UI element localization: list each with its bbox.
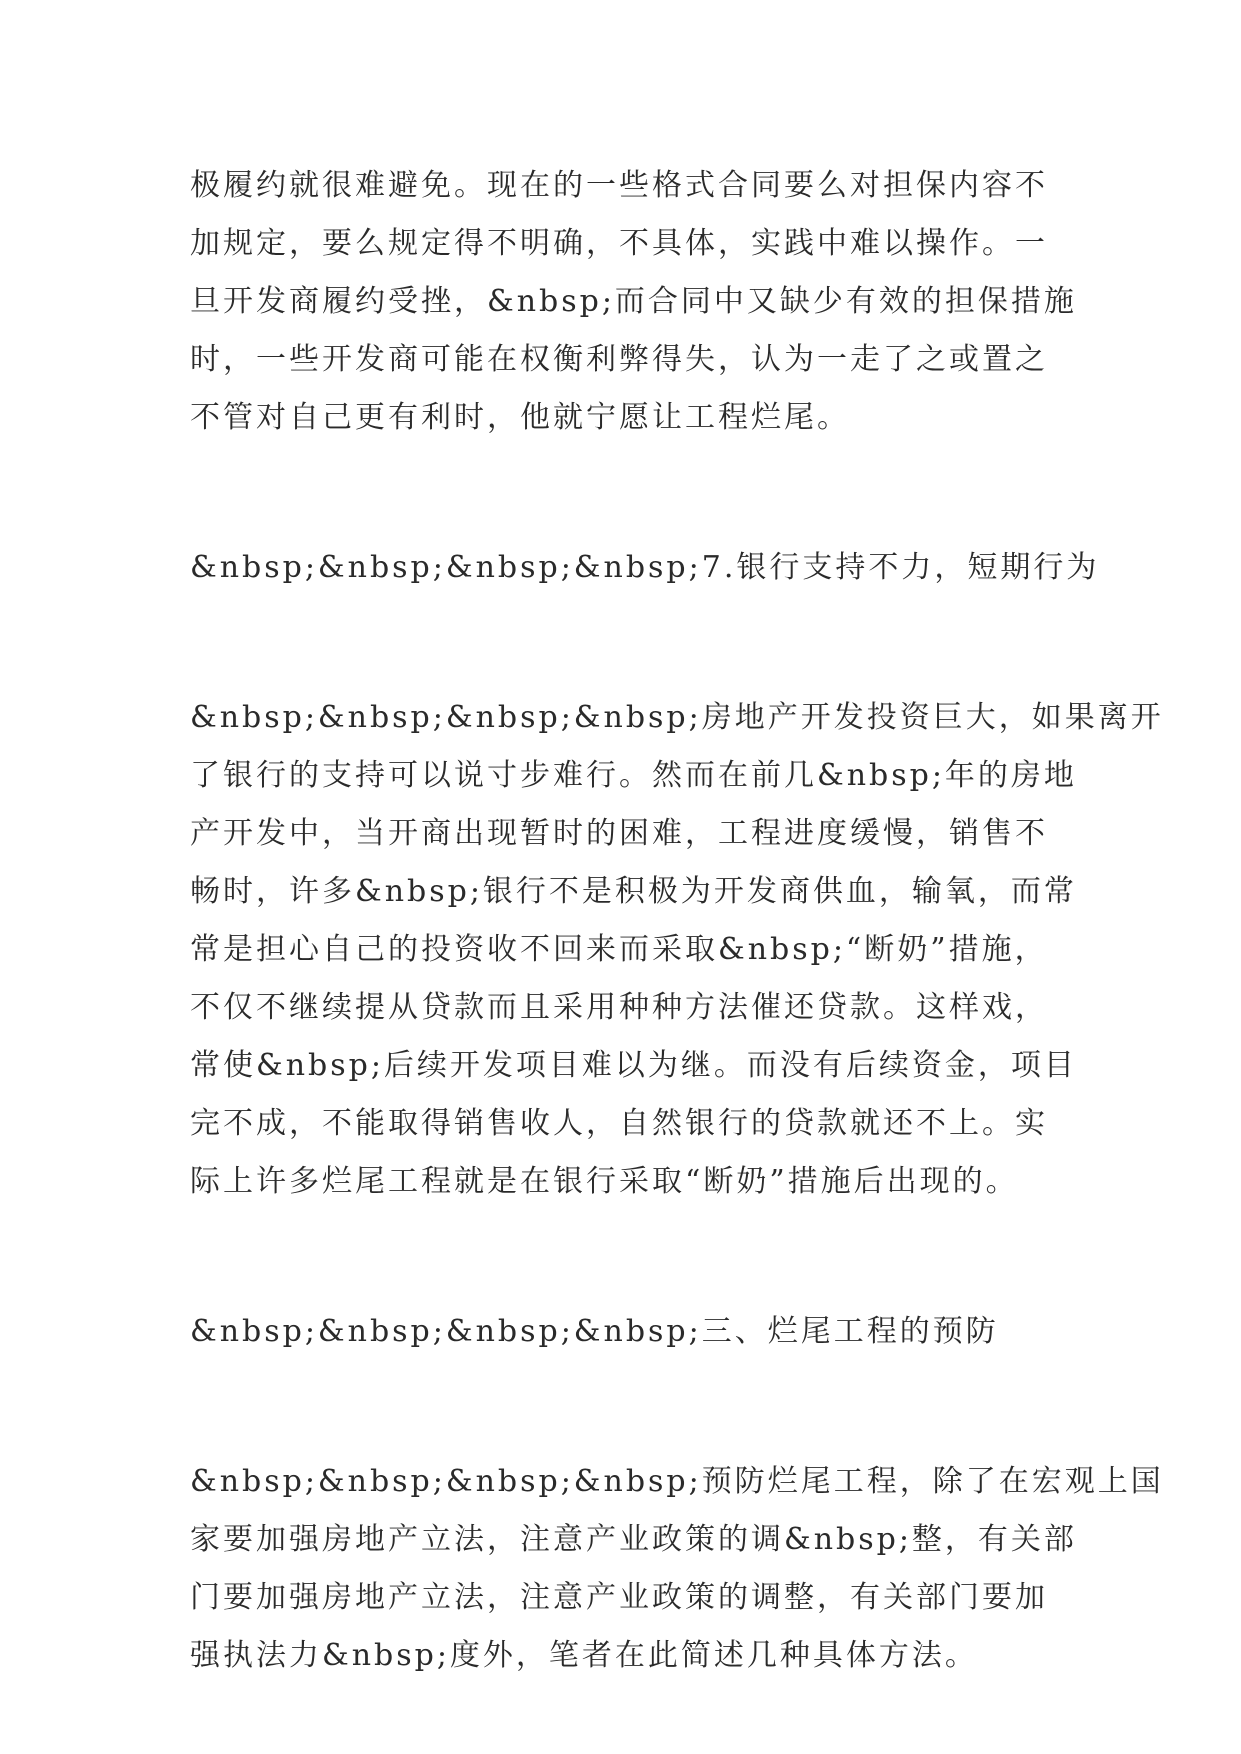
paragraph-gap	[190, 597, 1070, 689]
text-line: 强执法力&nbsp;度外，笔者在此简述几种具体方法。	[190, 1638, 978, 1673]
text-line: 旦开发商履约受挫，&nbsp;而合同中又缺少有效的担保措施	[190, 284, 1077, 319]
text-line: 不管对自己更有利时，他就宁愿让工程烂尾。	[190, 400, 850, 435]
text-line: 了银行的支持可以说寸步难行。然而在前几&nbsp;年的房地	[190, 758, 1077, 793]
paragraph-gap	[190, 1361, 1070, 1453]
text-line: 际上许多烂尾工程就是在银行采取“断奶”措施后出现的。	[190, 1164, 1019, 1199]
text-line: 产开发中，当开商出现暂时的困难，工程进度缓慢，销售不	[190, 816, 1048, 851]
text-line: 不仅不继续提从贷款而且采用种种方法催还贷款。这样戏，	[190, 990, 1048, 1025]
paragraph-gap	[190, 1211, 1070, 1303]
section-heading-bank-support	[190, 539, 1100, 597]
text-line: 完不成，不能取得销售收人，自然银行的贷款就还不上。实	[190, 1106, 1048, 1141]
text-line: &nbsp;&nbsp;&nbsp;&nbsp;房地产开发投资巨大，如果离开	[190, 700, 1164, 735]
document-body	[190, 157, 1164, 1685]
text-line: 门要加强房地产立法，注意产业政策的调整，有关部门要加	[190, 1580, 1048, 1615]
heading-line: &nbsp;&nbsp;&nbsp;&nbsp;7.银行支持不力，短期行为	[190, 550, 1100, 585]
section-heading-prevention	[190, 1303, 1070, 1361]
paragraph-prevention	[190, 1453, 1164, 1685]
paragraph-guarantee-clauses	[190, 157, 1077, 447]
text-line: 时，一些开发商可能在权衡利弊得失，认为一走了之或置之	[190, 342, 1048, 377]
text-line: 常是担心自己的投资收不回来而采取&nbsp;“断奶”措施，	[190, 932, 1048, 967]
text-line: 极履约就很难避免。现在的一些格式合同要么对担保内容不	[190, 168, 1048, 203]
text-line: &nbsp;&nbsp;&nbsp;&nbsp;预防烂尾工程，除了在宏观上国	[190, 1464, 1164, 1499]
text-line: 常使&nbsp;后续开发项目难以为继。而没有后续资金，项目	[190, 1048, 1077, 1083]
paragraph-bank-support	[190, 689, 1164, 1211]
text-line: 畅时，许多&nbsp;银行不是积极为开发商供血，输氧，而常	[190, 874, 1077, 909]
text-line: 家要加强房地产立法，注意产业政策的调&nbsp;整，有关部	[190, 1522, 1077, 1557]
heading-line: &nbsp;&nbsp;&nbsp;&nbsp;三、烂尾工程的预防	[190, 1314, 999, 1349]
text-line: 加规定，要么规定得不明确，不具体，实践中难以操作。一	[190, 226, 1048, 261]
paragraph-gap	[190, 447, 1070, 539]
